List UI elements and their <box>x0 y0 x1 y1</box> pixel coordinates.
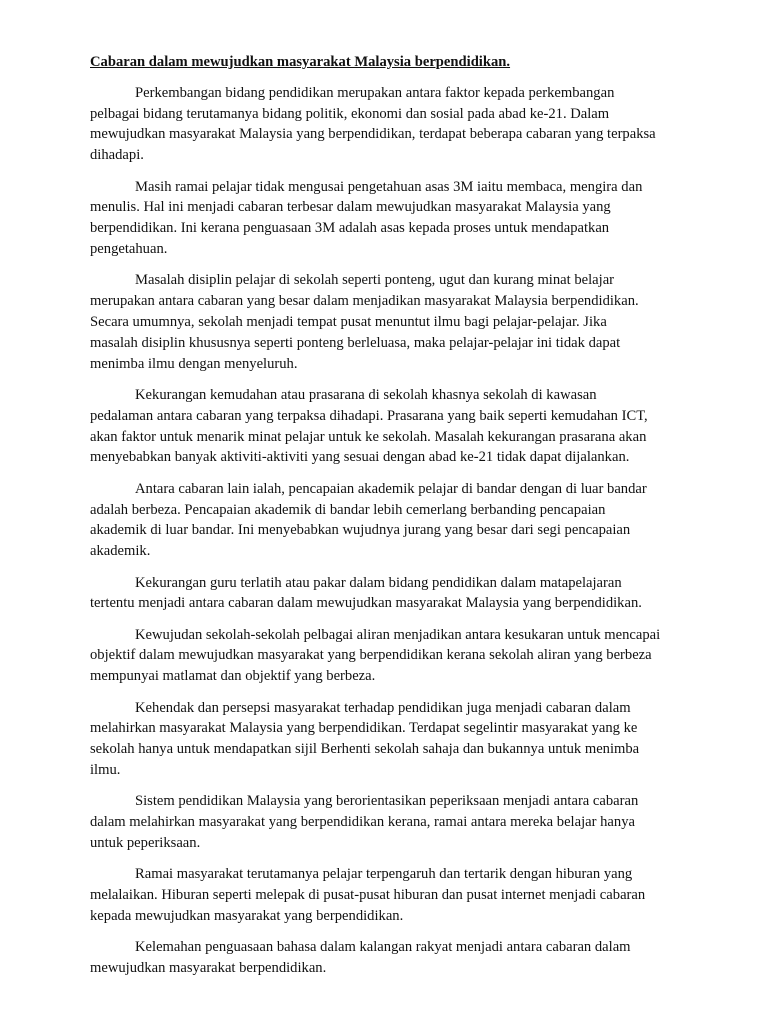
paragraph-line: untuk peperiksaan. <box>90 835 201 852</box>
paragraph-line: masalah disiplin khususnya seperti ponteng berleluasa, maka pelajar-pelajar ini tidak dapat <box>90 334 621 351</box>
paragraph-line: melahirkan masyarakat Malaysia yang berpendidikan. Terdapat segelintir masyarakat yang ke <box>90 720 638 737</box>
paragraph-line: tertentu menjadi antara cabaran dalam mewujudkan masyarakat Malaysia yang berpendidikan. <box>90 595 642 612</box>
paragraph-line: Kehendak dan persepsi masyarakat terhadap pendidikan juga menjadi cabaran dalam <box>135 699 631 716</box>
paragraph-line: akademik. <box>90 543 151 560</box>
paragraph-line: mempunyai matlamat dan objektif yang berbeza. <box>90 668 376 685</box>
document-title: Cabaran dalam mewujudkan masyarakat Malaysia berpendidikan. <box>90 54 511 70</box>
paragraph-line: mewujudkan masyarakat berpendidikan. <box>90 960 327 977</box>
paragraph-line: menyebabkan banyak aktiviti-aktiviti yang sesuai dengan abad ke-21 tidak dapat dijalankan. <box>90 449 630 466</box>
paragraph <box>90 791 680 853</box>
paragraph-line: akan faktor untuk menarik minat pelajar untuk ke sekolah. Masalah kekurangan prasarana akan <box>90 428 647 445</box>
paragraph-line: pedalaman antara cabaran yang terpaksa dihadapi. Prasarana yang baik seperti kemudahan ICT, <box>90 407 648 424</box>
paragraph-line: Perkembangan bidang pendidikan merupakan antara faktor kepada perkembangan <box>135 84 615 101</box>
paragraph <box>90 698 680 781</box>
paragraph-line: melalaikan. Hiburan seperti melepak di pusat-pusat hiburan dan pusat internet menjadi cabaran <box>90 887 646 904</box>
paragraph-line: Kekurangan kemudahan atau prasarana di sekolah khasnya sekolah di kawasan <box>135 386 597 403</box>
paragraph-line: ilmu. <box>90 762 121 779</box>
paragraph-line: Antara cabaran lain ialah, pencapaian akademik pelajar di bandar dengan di luar bandar <box>135 480 647 497</box>
paragraph <box>90 625 680 687</box>
paragraph-line: pengetahuan. <box>90 240 168 257</box>
paragraph-line: kepada mewujudkan masyarakat yang berpendidikan. <box>90 908 404 925</box>
paragraph-line: dihadapi. <box>90 147 144 164</box>
paragraph-line: menulis. Hal ini menjadi cabaran terbesar dalam mewujudkan masyarakat Malaysia yang <box>90 199 611 216</box>
paragraph-line: berpendidikan. Ini kerana penguasaan 3M adalah asas kepada proses untuk mendapatkan <box>90 220 610 237</box>
paragraph-line: sekolah hanya untuk mendapatkan sijil Berhenti sekolah sahaja dan bukannya untuk menimba <box>90 741 640 758</box>
paragraph <box>90 270 680 374</box>
paragraph-line: menimba ilmu dengan menyeluruh. <box>90 355 298 372</box>
paragraph-line: Kewujudan sekolah-sekolah pelbagai aliran menjadikan antara kesukaran untuk mencapai <box>135 626 661 643</box>
paragraph-line: objektif dalam mewujudkan masyarakat yang berpendidikan kerana sekolah aliran yang berbeza <box>90 647 652 664</box>
paragraph-line: pelbagai bidang terutamanya bidang politik, ekonomi dan sosial pada abad ke-21. Dalam <box>90 105 610 122</box>
paragraph-line: Kekurangan guru terlatih atau pakar dalam bidang pendidikan dalam matapelajaran <box>135 574 622 591</box>
paragraph-line: adalah berbeza. Pencapaian akademik di bandar lebih cemerlang berbanding pencapaian <box>90 501 606 518</box>
paragraph-line: dalam melahirkan masyarakat yang berpendidikan kerana, ramai antara mereka belajar hanya <box>90 814 635 831</box>
paragraph <box>90 385 680 468</box>
paragraph-line: Kelemahan penguasaan bahasa dalam kalangan rakyat menjadi antara cabaran dalam <box>135 939 631 956</box>
paragraph <box>90 937 680 979</box>
paragraph-line: mewujudkan masyarakat Malaysia yang berpendidikan, terdapat beberapa cabaran yang terpaksa <box>90 126 656 143</box>
paragraph <box>90 177 680 260</box>
paragraph-line: Sistem pendidikan Malaysia yang berorientasikan peperiksaan menjadi antara cabaran <box>135 793 639 810</box>
paragraph-line: Masalah disiplin pelajar di sekolah seperti ponteng, ugut dan kurang minat belajar <box>135 272 615 289</box>
paragraph <box>90 479 680 562</box>
paragraph-line: akademik di luar bandar. Ini menyebabkan wujudnya jurang yang besar dari segi pencapaian <box>90 522 631 539</box>
paragraph <box>90 83 680 166</box>
paragraph-list <box>90 83 680 979</box>
paragraph-line: Masih ramai pelajar tidak mengusai pengetahuan asas 3M iaitu membaca, mengira dan <box>135 178 643 195</box>
paragraph <box>90 864 680 926</box>
paragraph <box>90 573 680 615</box>
paragraph-line: Secara umumnya, sekolah menjadi tempat pusat menuntut ilmu bagi pelajar-pelajar. Jika <box>90 313 607 330</box>
document-body <box>90 52 680 990</box>
paragraph-line: merupakan antara cabaran yang besar dalam menjadikan masyarakat Malaysia berpendidikan. <box>90 293 639 310</box>
paragraph-line: Ramai masyarakat terutamanya pelajar terpengaruh dan tertarik dengan hiburan yang <box>135 866 633 883</box>
